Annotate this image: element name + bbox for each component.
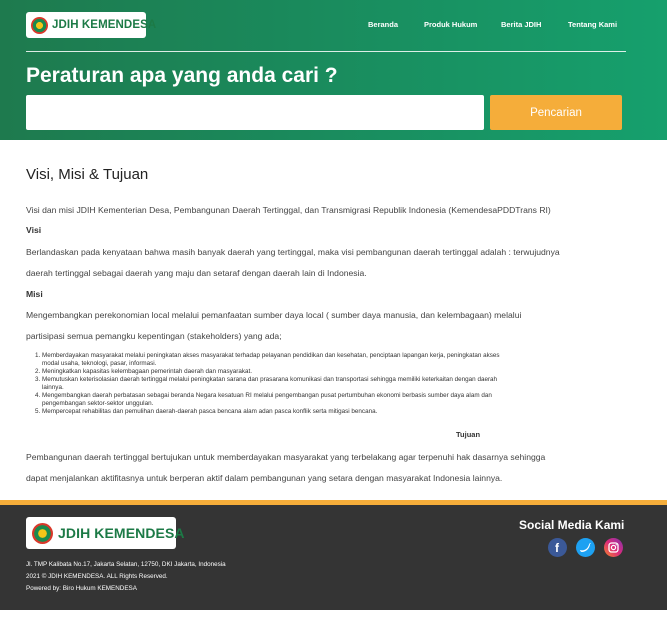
- nav-tentang-kami[interactable]: Tentang Kami: [568, 20, 618, 29]
- footer-copyright: 2021 © JDIH KEMENDESA. ALL Rights Reserved.: [26, 573, 168, 580]
- tujuan-text-line-2: dapat menjalankan aktifitasnya untuk berperan aktif dalam pembangunan yang setara dengan masyarakat Indonesia lainnya.: [26, 473, 503, 483]
- list-item: [42, 368, 622, 376]
- social-media-title: Social Media Kami: [519, 518, 625, 532]
- misi-text-line-2: partisipasi semua pemangku kepentingan (stakeholders) yang ada;: [26, 331, 282, 341]
- logo-emblem-icon: [32, 523, 53, 544]
- nav-berita-jdih[interactable]: Berita JDIH: [501, 20, 542, 29]
- search-input[interactable]: [26, 95, 484, 130]
- page-title: Visi, Misi & Tujuan: [26, 166, 149, 183]
- visi-text-line-1: Berlandaskan pada kenyataan bahwa masih banyak daerah yang tertinggal, maka visi pembangunan daerah tertinggal adalah : terwujudnya: [26, 247, 560, 257]
- list-item-line: Mengembangkan daerah perbatasan sebagai beranda Negara kesatuan RI melalui pengembangan pusat pertumbuhan ekonomi berbasis sumber daya alam dan: [42, 392, 492, 399]
- list-item-line: Memberdayakan masyarakat melalui peningkatan akses masyarakat terhadap pelayanan pendidikan dan kesehatan, penciptaan lapangan kerja, peningkatan akses: [42, 352, 500, 359]
- list-item-line: lainnya.: [42, 384, 64, 391]
- hero-header: [0, 0, 667, 140]
- instagram-icon[interactable]: [604, 538, 623, 557]
- misi-list: [42, 352, 622, 416]
- main-nav: [0, 20, 667, 32]
- misi-text-line-1: Mengembangkan perekonomian local melalui pemanfaatan sumber daya local ( sumber daya manusia, dan kelembagaan) melalui: [26, 310, 522, 320]
- footer-powered-by: Powered by: Biro Hukum KEMENDESA: [26, 585, 137, 592]
- facebook-icon[interactable]: [548, 538, 567, 557]
- twitter-icon[interactable]: [576, 538, 595, 557]
- tujuan-text-line-1: Pembangunan daerah tertinggal bertujukan untuk memberdayakan masyarakat yang terbelakang agar terpenuhi hak dasarnya sehingga: [26, 452, 546, 462]
- search-button[interactable]: Pencarian: [490, 95, 622, 130]
- svg-text:f: f: [555, 541, 559, 555]
- footer-logo-text: JDIH KEMENDESA: [58, 525, 185, 541]
- list-item-line: Memutuskan keterisolasian daerah tertinggal melalui peningkatan sarana dan prasarana komunikasi dan transportasi sehingga memiliki keterkaitan dengan daerah: [42, 376, 498, 383]
- footer-logo[interactable]: [26, 517, 185, 549]
- footer: [0, 505, 667, 610]
- list-item: [42, 408, 622, 416]
- list-item: [42, 352, 622, 368]
- nav-beranda[interactable]: Beranda: [368, 20, 399, 29]
- logo-text: JDIH KEMENDESA: [52, 19, 157, 31]
- list-item-line: Mempercepat rehabilitas dan pemulihan daerah-daerah pasca bencana alam adan pasca konflik serta mitigasi bencana.: [42, 408, 378, 415]
- footer-address: Jl. TMP Kalibata No.17, Jakarta Selatan, 12750, DKI Jakarta, Indonesia: [26, 561, 226, 568]
- tujuan-heading: Tujuan: [456, 430, 481, 439]
- list-item-line: pengembangan sektor-sektor unggulan.: [42, 400, 154, 407]
- misi-heading: Misi: [26, 289, 43, 299]
- visi-text-line-2: daerah tertinggal sebagai daerah yang maju dan setaraf dengan daerah lain di Indonesia.: [26, 268, 367, 278]
- nav-produk-hukum[interactable]: Produk Hukum: [424, 20, 478, 29]
- list-item: [42, 376, 622, 392]
- header-divider: [26, 51, 626, 52]
- list-item: [42, 392, 622, 408]
- list-item-line: modal usaha, teknologi, pasar, informasi.: [42, 360, 157, 367]
- page-bottom-space: [0, 610, 667, 640]
- visi-heading: Visi: [26, 225, 42, 235]
- search-heading: Peraturan apa yang anda cari ?: [26, 64, 338, 87]
- intro-text: Visi dan misi JDIH Kementerian Desa, Pembangunan Daerah Tertinggal, dan Transmigrasi Republik Indonesia (KemendesaPDDTrans RI): [26, 205, 551, 215]
- list-item-line: Meningkatkan kapasitas kelembagaan pemerintah daerah dan masyarakat.: [42, 368, 253, 375]
